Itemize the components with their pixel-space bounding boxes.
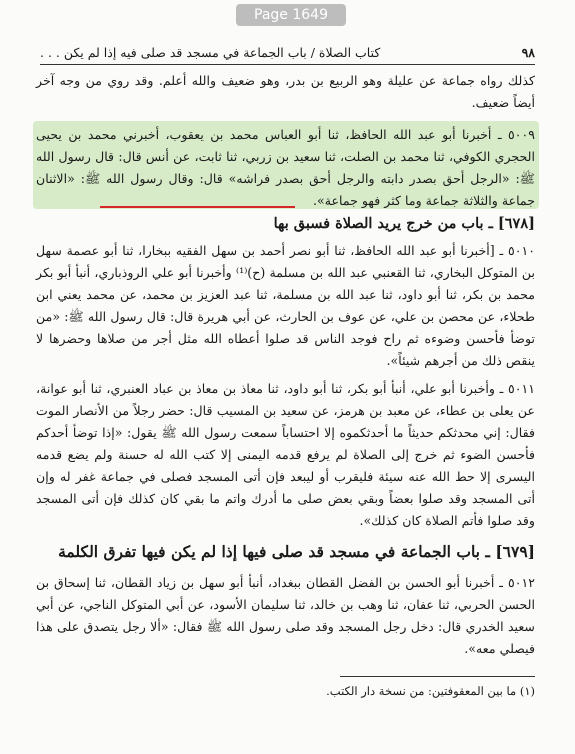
hadith-5009-block — [36, 124, 535, 212]
page-number: ٩٨ — [521, 44, 535, 60]
header-rule — [40, 64, 535, 65]
red-underline — [100, 206, 295, 208]
hadith-5011: ٥٠١١ ـ وأخبرنا أبو علي، أنبأ أبو بكر، ثنا أبو داود، ثنا معاذ بن معاذ بن عباد العنبري، ثنا أبو عوانة، عن يعلى بن عطاء، عن معبد بن هرمز، عن سعيد بن المسيب قال: حضر رجلاً من الأنصار الموت فقال: إني محدثكم حديثاً ما أحدثكموه إلا احتساباً سمعت رسول الله ﷺ يقول: «إذا توضأ أحدكم فأحسن الضوء ثم خرج إلى الصلاة لم يرفع قدمه اليمنى إلا كتب الله له حسنة ولم يضع قدمه اليسرى إلا حط الله عنه سيئة فليقرب أو ليبعد فإن أتى المسجد فصلى في جماعة غفر له وإن أتى المسجد وقد صلوا بعضاً وبقي بعض صلى ما أدرك واتم ما بقي كان كذلك فإن أتى المسجد وقد صلوا فأتم الصلاة كان كذلك». — [36, 381, 535, 528]
hadith-5011-block — [36, 378, 535, 532]
intro-block — [36, 70, 535, 114]
running-title: كتاب الصلاة / باب الجماعة في مسجد قد صلى فيه إذا لم يكن . . . — [40, 44, 381, 60]
footnote: (١) ما بين المعقوفتين: من نسخة دار الكتب. — [326, 684, 535, 698]
hadith-5009: ٥٠٠٩ ـ أخبرنا أبو عبد الله الحافظ، ثنا أبو العباس محمد بن يعقوب، أخبرني محمد بن يحيى الحجري الكوفي، ثنا محمد بن الصلت، ثنا سعيد بن زربي، ثنا ثابت، عن أنس قال: قال رسول الله ﷺ: «الرجل أحق بصدر دابته والرجل أحق بصدر فراشه» قال: وقال رسول الله ﷺ: «الاثنان جماعة والثلاثة جماعة وما كثر فهو جماعة». — [36, 127, 535, 208]
footnote-rule — [340, 676, 535, 677]
hadith-5010: ٥٠١٠ ـ [أخبرنا أبو عبد الله الحافظ، ثنا أبو نصر أحمد بن سهل الفقيه ببخارا، ثنا أبو عصمة سهل بن المتوكل البخاري، ثنا القعنبي عبد الله بن مسلمة (ح)⁽¹⁾ وأخبرنا أبو علي الروذباري، أنبأ أبو بكر محمد بن بكر، ثنا أبو داود، ثنا عبد الله بن مسلمة، ثنا عبد العزيز بن محمد، عن محمد يعني ابن طحلاء، عن محصن بن علي، عن عوف بن الحارث، عن أبي هريرة قال: قال رسول الله ﷺ: «من توضأ فأحسن وضوءه ثم راح فوجد الناس قد صلوا أعطاه الله مثل أجر من صلاها وحضرها لا ينقص ذلك من أجرهم شيئاً». — [36, 243, 535, 368]
hadith-5012: ٥٠١٢ ـ أخبرنا أبو الحسن بن الفضل القطان ببغداد، أنبأ أبو سهل بن زياد القطان، ثنا إسحاق بن الحسن الحربي، ثنا عفان، ثنا وهب بن خالد، ثنا سليمان الأسود، عن أبي المتوكل الناجي، عن أبي سعيد الخدري قال: دخل رجل المسجد وقد صلى رسول الله ﷺ فقال: «ألا رجل يتصدق على هذا فيصلي معه». — [36, 575, 535, 656]
hadith-5012-block — [36, 572, 535, 660]
running-header — [40, 42, 535, 62]
chapter-heading-678: [٦٧٨] ـ باب من خرج يريد الصلاة فسبق بها — [273, 215, 535, 232]
chapter-heading-679: [٦٧٩] ـ باب الجماعة في مسجد قد صلى فيها إذا لم يكن فيها تفرق الكلمة — [58, 542, 535, 561]
hadith-5010-block — [36, 240, 535, 372]
intro-paragraph: كذلك رواه جماعة عن عليلة وهو الربيع بن بدر، وهو ضعيف والله أعلم. وقد روي من وجه آخر أيضاً ضعيف. — [36, 73, 535, 110]
page-indicator: Page 1649 — [236, 4, 346, 26]
